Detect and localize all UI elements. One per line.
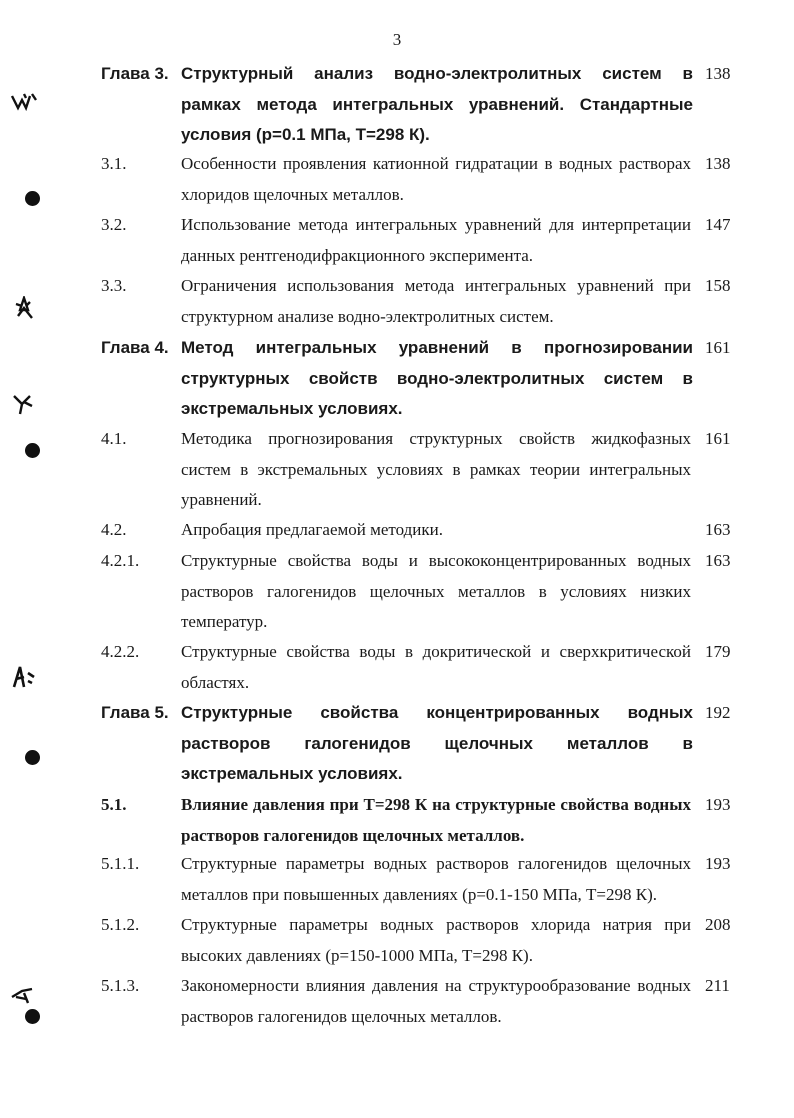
entry-number: 4.1. bbox=[101, 429, 127, 448]
entry-title: Ограничения использования метода интегральных уравнений при структурном анализе водно-электролитных систем. bbox=[181, 276, 691, 326]
entry-title: Структурные параметры водных растворов галогенидов щелочных металлов при повышенных давлениях (p=0.1-150 МПа, T=298 К). bbox=[181, 854, 691, 904]
entry-page: 147 bbox=[705, 215, 731, 234]
entry-title: Методика прогнозирования структурных свойств жидкофазных систем в экстремальных условиях в рамках теории интегральных уравнений. bbox=[181, 429, 691, 509]
entry-title: Структурные свойства воды в докритической и сверхкритической областях. bbox=[181, 642, 691, 692]
entry-page: 208 bbox=[705, 915, 731, 934]
page-number: 3 bbox=[392, 30, 402, 49]
entry-title: Закономерности влияния давления на структурообразование водных растворов галогенидов щелочных металлов. bbox=[181, 976, 691, 1026]
entry-page: 161 bbox=[705, 429, 731, 448]
entry-page: 163 bbox=[705, 520, 731, 539]
scan-mark-icon bbox=[10, 90, 40, 114]
entry-page: 211 bbox=[705, 976, 730, 995]
entry-title: Особенности проявления катионной гидратации в водных растворах хлоридов щелочных металлов. bbox=[181, 154, 691, 204]
entry-title: Метод интегральных уравнений в прогнозировании структурных свойств водно-электролитных систем в экстремальных условиях. bbox=[181, 338, 693, 418]
entry-title: Влияние давления при T=298 К на структурные свойства водных растворов галогенидов щелочных металлов. bbox=[181, 795, 691, 845]
entry-page: 158 bbox=[705, 276, 731, 295]
entry-title: Структурный анализ водно-электролитных систем в рамках метода интегральных уравнений. Стандартные условия (p=0.1 МПа, T=298 К). bbox=[181, 64, 693, 144]
scan-dot-icon bbox=[25, 750, 40, 765]
entry-page: 138 bbox=[705, 154, 731, 173]
scan-mark-icon bbox=[10, 663, 38, 691]
entry-title: Структурные параметры водных растворов хлорида натрия при высоких давлениях (p=150-1000 МПа, T=298 К). bbox=[181, 915, 691, 965]
scan-dot-icon bbox=[25, 191, 40, 206]
entry-title: Апробация предлагаемой методики. bbox=[181, 520, 443, 539]
entry-number: Глава 3. bbox=[101, 64, 169, 83]
entry-title: Структурные свойства концентрированных водных растворов галогенидов щелочных металлов в экстремальных условиях. bbox=[181, 703, 693, 783]
entry-number: 4.2.2. bbox=[101, 642, 140, 661]
scan-mark-icon bbox=[12, 296, 38, 324]
entry-page: 193 bbox=[705, 795, 731, 814]
entry-number: 4.2.1. bbox=[101, 551, 140, 570]
scan-dot-icon bbox=[25, 443, 40, 458]
scan-mark-icon bbox=[10, 392, 36, 416]
entry-number: 4.2. bbox=[101, 520, 127, 539]
scan-mark-icon bbox=[8, 985, 36, 1007]
entry-title: Использование метода интегральных уравнений для интерпретации данных рентгенодифракционного эксперимента. bbox=[181, 215, 691, 265]
entry-number: 3.1. bbox=[101, 154, 127, 173]
scan-dot-icon bbox=[25, 1009, 40, 1024]
entry-page: 179 bbox=[705, 642, 731, 661]
entry-title: Структурные свойства воды и высококонцентрированных водных растворов галогенидов щелочных металлов в условиях низких температур. bbox=[181, 551, 691, 631]
entry-page: 138 bbox=[705, 64, 731, 83]
entry-number: 3.2. bbox=[101, 215, 127, 234]
entry-number: 5.1.3. bbox=[101, 976, 140, 995]
entry-number: 5.1. bbox=[101, 795, 127, 814]
entry-number: 3.3. bbox=[101, 276, 127, 295]
entry-number: 5.1.1. bbox=[101, 854, 140, 873]
entry-number: Глава 5. bbox=[101, 703, 169, 722]
entry-number: Глава 4. bbox=[101, 338, 169, 357]
entry-page: 161 bbox=[705, 338, 731, 357]
entry-page: 193 bbox=[705, 854, 731, 873]
entry-page: 163 bbox=[705, 551, 731, 570]
entry-page: 192 bbox=[705, 703, 731, 722]
entry-number: 5.1.2. bbox=[101, 915, 140, 934]
